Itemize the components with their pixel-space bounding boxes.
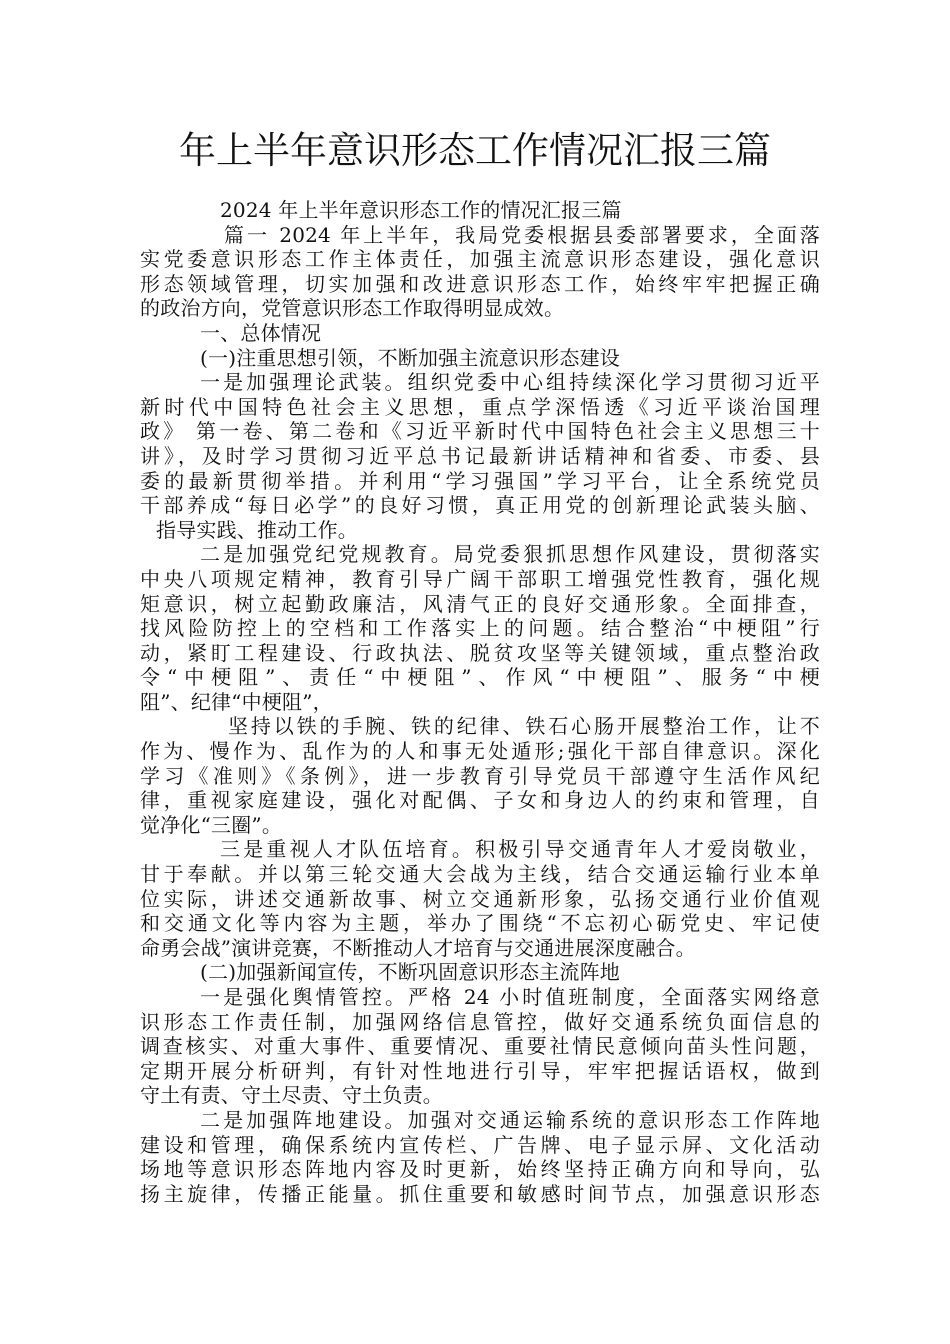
document-body: [140, 198, 820, 1206]
body-line: 的政治方向，党管意识形态工作取得明显成效。: [140, 296, 565, 321]
body-line: (二)加强新闻宣传，不断巩固意识形态主流阵地: [200, 960, 621, 985]
body-line: 矩意识，树立起勤政廉洁，风清气正的良好交通形象。全面排查，: [140, 591, 820, 616]
body-line: 政》 第一卷、第二卷和《习近平新时代中国特色社会主义思想三十: [140, 419, 820, 444]
body-line: (一)注重思想引领，不断加强主流意识形态建设: [200, 345, 621, 370]
body-line: 和交通文化等内容为主题，举办了围绕“不忘初心砺党史、牢记使: [140, 911, 820, 936]
body-line: 动，紧盯工程建设、行政执法、脱贫攻坚等关键领域，重点整治政: [140, 640, 820, 665]
body-line: 委的最新贯彻举措。并利用“学习强国”学习平台，让全系统党员: [140, 468, 820, 493]
body-line: 一是强化舆情管控。严格 24 小时值班制度，全面落实网络意: [200, 985, 820, 1009]
body-line: 找风险防控上的空档和工作落实上的问题。结合整治“中梗阻”行: [140, 616, 820, 641]
body-line: 守土有责、守土尽责、守土负责。: [140, 1083, 443, 1108]
body-line: 作为、慢作为、乱作为的人和事无处遁形;强化干部自律意识。深化: [140, 739, 820, 764]
body-line: 新时代中国特色社会主义思想，重点学深悟透《习近平谈治国理: [140, 394, 820, 419]
body-line: 令“中梗阻”、责任“中梗阻”、作风“中梗阻”、服务“中梗: [140, 665, 821, 690]
body-line: 指导实践、推动工作。: [156, 517, 358, 542]
body-line: 甘于奉献。并以第三轮交通大会战为主线，结合交通运输行业本单: [140, 862, 820, 887]
body-line: 篇一 2024 年上半年，我局党委根据县委部署要求，全面落: [224, 222, 820, 247]
body-line: 学习《准则》《条例》，进一步教育引导党员干部遵守生活作风纪: [140, 763, 820, 788]
body-line: 形态领域管理，切实加强和改进意识形态工作，始终牢牢把握正确: [140, 271, 820, 296]
body-line: 讲》，及时学习贯彻习近平总书记最新讲话精神和省委、市委、县: [140, 443, 820, 468]
body-line: 律，重视家庭建设，强化对配偶、子女和身边人的约束和管理，自: [140, 788, 820, 813]
body-line: 一是加强理论武装。组织党委中心组持续深化学习贯彻习近平: [200, 370, 820, 395]
body-line: 实党委意识形态工作主体责任，加强主流意识形态建设，强化意识: [140, 247, 820, 272]
body-line: 阻”、纪律“中梗阻”，: [140, 689, 333, 714]
body-line: 一、总体情况: [200, 320, 322, 345]
body-line: 调查核实、对重大事件、重要情况、重要社情民意倾向苗头性问题，: [140, 1034, 820, 1059]
body-line: 定期开展分析研判，有针对性地进行引导，牢牢把握话语权，做到: [140, 1058, 820, 1083]
body-line: 位实际，讲述交通新故事、树立交通新形象，弘扬交通行业价值观: [140, 886, 820, 911]
body-line: 觉净化“三圈”。: [140, 812, 283, 837]
body-line: 干部养成“每日必学”的良好习惯，真正用党的创新理论武装头脑、: [140, 493, 820, 518]
body-line: 坚持以铁的手腕、铁的纪律、铁石心肠开展整治工作，让不: [228, 714, 820, 739]
body-line: 中央八项规定精神，教育引导广阔干部职工增强党性教育，强化规: [140, 566, 820, 591]
body-line: 识形态工作责任制，加强网络信息管控，做好交通系统负面信息的: [140, 1009, 820, 1034]
body-line: 二是加强党纪党规教育。局党委狠抓思想作风建设，贯彻落实: [200, 542, 820, 567]
body-line: 建设和管理，确保系统内宣传栏、广告牌、电子显示屏、文化活动: [140, 1132, 820, 1157]
document-title: 年上半年意识形态工作情况汇报三篇: [179, 129, 771, 172]
body-line: 场地等意识形态阵地内容及时更新，始终坚持正确方向和导向，弘: [140, 1157, 820, 1182]
body-line: 命勇会战”演讲竞赛，不断推动人才培育与交通进展深度融合。: [140, 935, 696, 960]
body-line: 2024 年上半年意识形态工作的情况汇报三篇: [220, 198, 622, 222]
body-line: 扬主旋律，传播正能量。抓住重要和敏感时间节点，加强意识形态: [140, 1181, 820, 1206]
body-line: 三是重视人才队伍培育。积极引导交通青年人才爱岗敬业，: [220, 837, 820, 862]
body-line: 二是加强阵地建设。加强对交通运输系统的意识形态工作阵地: [200, 1107, 820, 1132]
